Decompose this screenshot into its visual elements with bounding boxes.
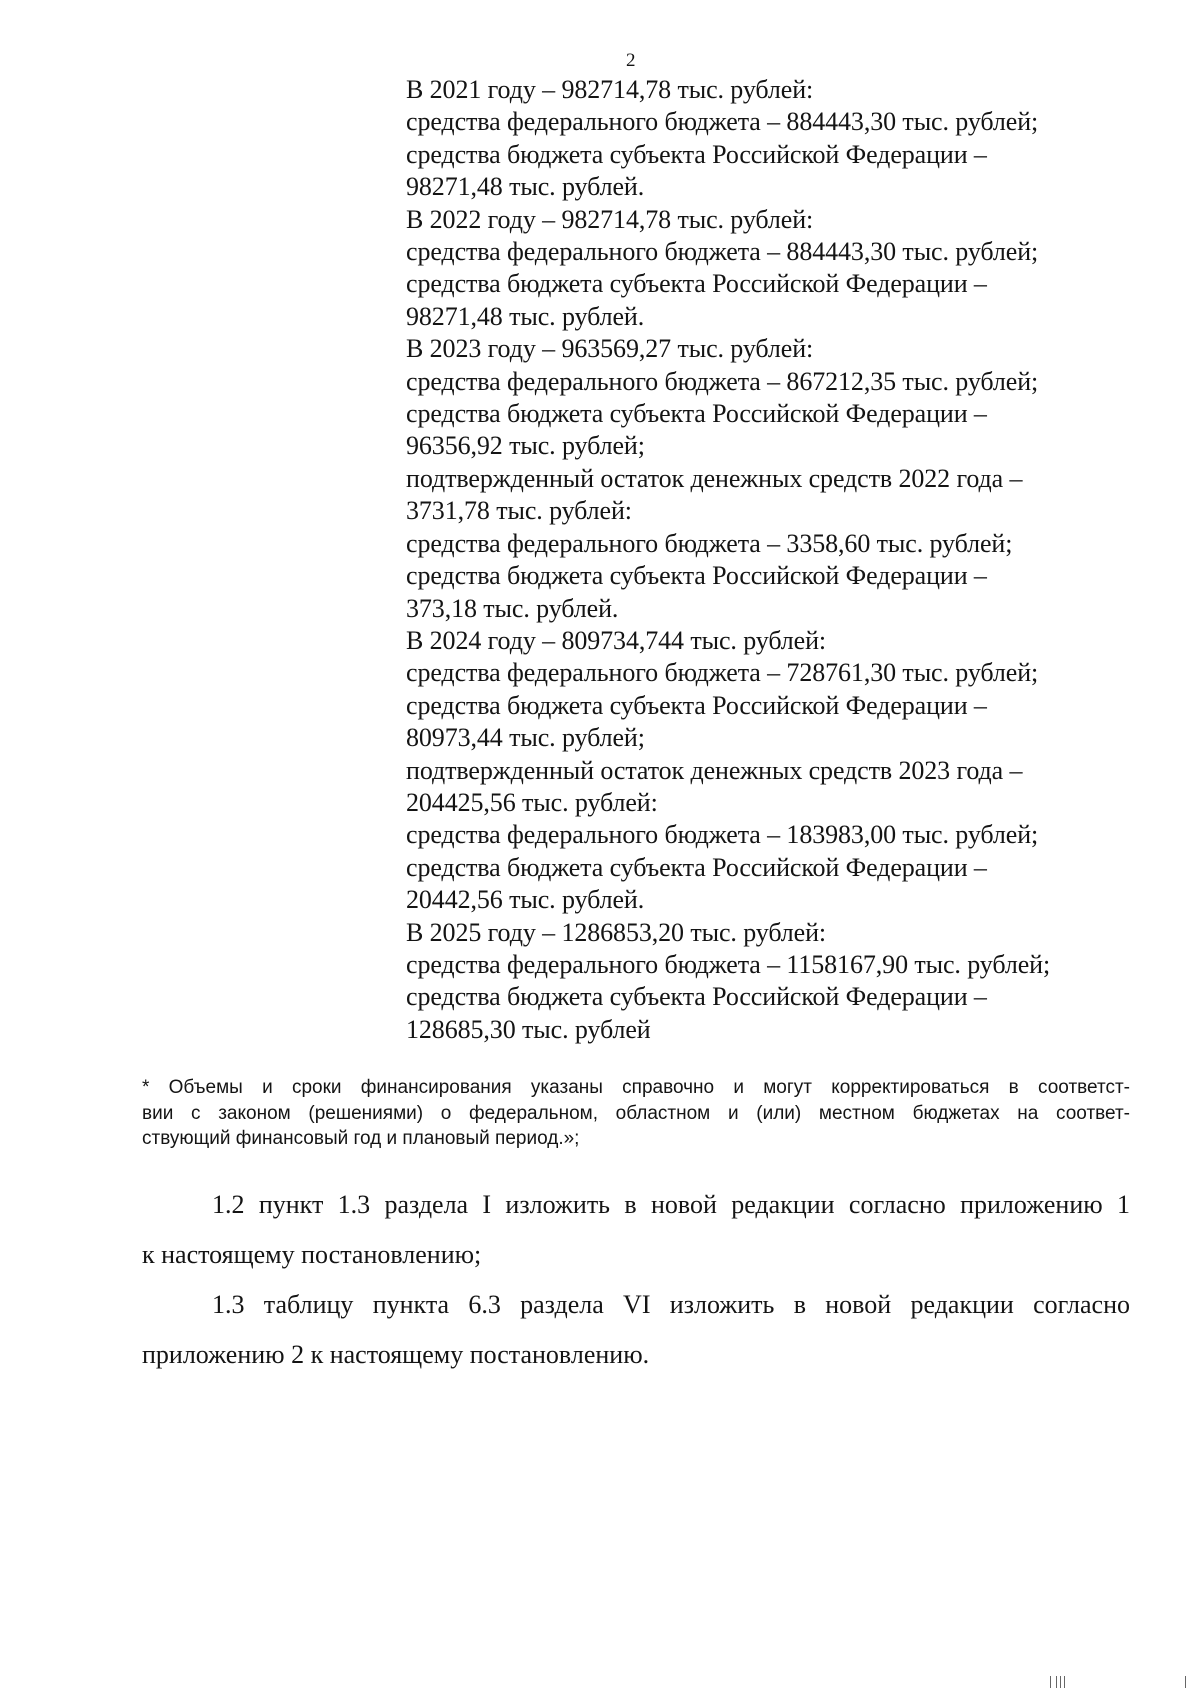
funding-line: В 2021 году – 982714,78 тыс. рублей: xyxy=(406,75,814,104)
funding-line: В 2023 году – 963569,27 тыс. рублей: xyxy=(406,334,814,364)
page-number: 2 xyxy=(626,50,636,71)
footnote-line: вии с законом (решениями) о федеральном, областном и (или) местном бюджетах на соответ- xyxy=(142,1102,1130,1124)
paragraph-first-line: 1.3 таблицу пункта 6.3 раздела VI изложить в новой редакции согласно xyxy=(212,1290,1130,1319)
footnote-line: ствующий финансовый год и плановый период.»; xyxy=(142,1128,580,1149)
funding-line: средства федерального бюджета – 183983,00 тыс. рублей; xyxy=(406,820,1039,850)
footnote xyxy=(142,1075,1130,1152)
funding-line: средства бюджета субъекта Российской Федерации – xyxy=(406,139,987,169)
funding-line: 373,18 тыс. рублей. xyxy=(406,593,619,623)
funding-line: средства федерального бюджета – 3358,60 тыс. рублей; xyxy=(406,528,1013,558)
funding-line: В 2025 году – 1286853,20 тыс. рублей: xyxy=(406,917,827,947)
amendment-paragraph xyxy=(142,1280,1130,1380)
funding-line: 96356,92 тыс. рублей; xyxy=(406,431,645,461)
funding-line: средства бюджета субъекта Российской Федерации – xyxy=(406,852,987,882)
funding-line: средства бюджета субъекта Российской Федерации – xyxy=(406,269,987,299)
funding-line: подтвержденный остаток денежных средств 2023 года – xyxy=(406,755,1023,785)
paragraph-continuation-line: к настоящему постановлению; xyxy=(142,1240,482,1269)
funding-line: 128685,30 тыс. рублей xyxy=(406,1014,651,1044)
funding-line: подтвержденный остаток денежных средств 2022 года – xyxy=(406,463,1023,493)
funding-line: 204425,56 тыс. рублей: xyxy=(406,787,658,817)
funding-line: средства федерального бюджета – 884443,30 тыс. рублей; xyxy=(406,237,1039,267)
funding-line: 20442,56 тыс. рублей. xyxy=(406,885,645,915)
funding-line: средства федерального бюджета – 884443,30 тыс. рублей; xyxy=(406,107,1039,137)
funding-line: средства федерального бюджета – 867212,35 тыс. рублей; xyxy=(406,366,1039,396)
funding-line: 80973,44 тыс. рублей; xyxy=(406,723,645,753)
scan-edge-marks xyxy=(1050,1676,1190,1688)
funding-line: средства бюджета субъекта Российской Федерации – xyxy=(406,399,987,429)
paragraph-continuation-line: приложению 2 к настоящему постановлению. xyxy=(142,1340,650,1369)
funding-line: 3731,78 тыс. рублей: xyxy=(406,496,632,526)
funding-line: средства федерального бюджета – 728761,30 тыс. рублей; xyxy=(406,658,1039,688)
footnote-line: * Объемы и сроки финансирования указаны справочно и могут корректироваться в соответст- xyxy=(142,1077,1130,1098)
funding-line: 98271,48 тыс. рублей. xyxy=(406,301,645,331)
funding-line: средства федерального бюджета – 1158167,90 тыс. рублей; xyxy=(406,949,1051,979)
funding-line: средства бюджета субъекта Российской Федерации – xyxy=(406,982,987,1012)
funding-line: 98271,48 тыс. рублей. xyxy=(406,172,645,202)
funding-block xyxy=(406,74,1166,1046)
amendment-paragraph xyxy=(142,1180,1130,1280)
funding-line: средства бюджета субъекта Российской Федерации – xyxy=(406,561,987,591)
amendment-paragraphs xyxy=(142,1180,1130,1380)
paragraph-first-line: 1.2 пункт 1.3 раздела I изложить в новой редакции согласно приложению 1 xyxy=(212,1190,1130,1219)
funding-line: В 2022 году – 982714,78 тыс. рублей: xyxy=(406,204,814,234)
funding-line: средства бюджета субъекта Российской Федерации – xyxy=(406,690,987,720)
funding-line: В 2024 году – 809734,744 тыс. рублей: xyxy=(406,625,827,655)
